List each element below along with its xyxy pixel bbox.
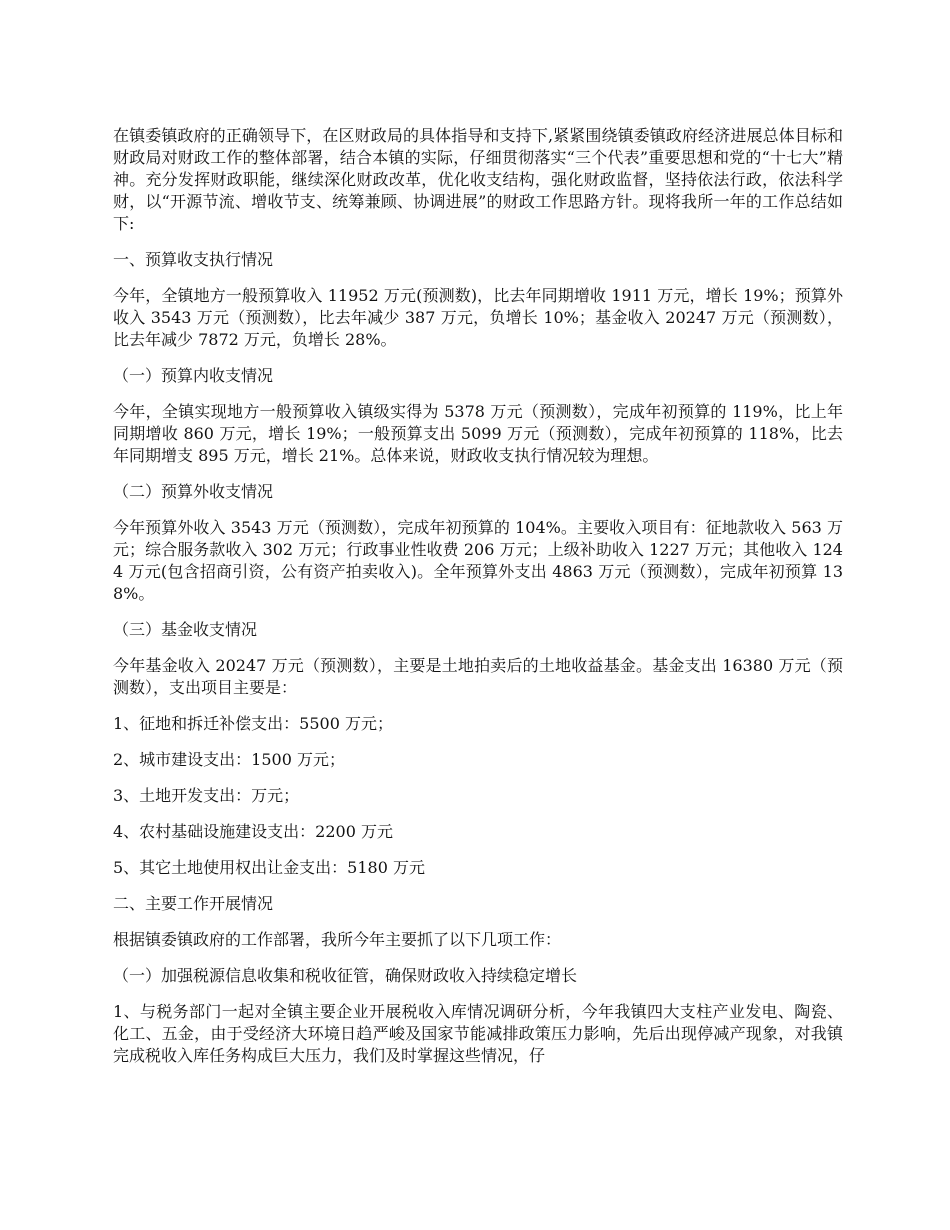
document-body <box>113 125 843 1081</box>
budget-overview-paragraph: 今年，全镇地方一般预算收入 11952 万元(预测数)，比去年同期增收 1911 万元，增长 19%；预算外收入 3543 万元（预测数），比去年减少 387 万元，负增长 10%；基金收入 20247 万元（预测数），比去年减少 7872 万元，负增长 28%。 <box>113 286 843 349</box>
list-item: 3、土地开发支出：万元； <box>113 786 300 805</box>
subsection-heading-off-budget: （二）预算外收支情况 <box>113 482 274 501</box>
list-item: 2、城市建设支出：1500 万元； <box>113 750 345 769</box>
subsection-heading-tax-collection: （一）加强税源信息收集和税收征管，确保财政收入持续稳定增长 <box>113 966 578 985</box>
subsection-heading-fund: （三）基金收支情况 <box>113 620 258 639</box>
fund-paragraph: 今年基金收入 20247 万元（预测数），主要是土地拍卖后的土地收益基金。基金支出 16380 万元（预测数），支出项目主要是： <box>113 656 843 697</box>
intro-paragraph: 在镇委镇政府的正确领导下，在区财政局的具体指导和支持下,紧紧围绕镇委镇政府经济进展总体目标和财政局对财政工作的整体部署，结合本镇的实际，仔细贯彻落实“三个代表”重要思想和党的“十七大”精神。充分发挥财政职能，继续深化财政改革，优化收支结构，强化财政监督，坚持依法行政，依法科学财，以“开源节流、增收节支、统筹兼顾、协调进展”的财政工作思路方针。现将我所一年的工作总结如下: <box>113 126 843 233</box>
list-item: 4、农村基础设施建设支出：2200 万元 <box>113 822 393 841</box>
off-budget-paragraph: 今年预算外收入 3543 万元（预测数），完成年初预算的 104%。主要收入项目有：征地款收入 563 万元；综合服务款收入 302 万元；行政事业性收费 206 万元；上级补助收入 1227 万元；其他收入 1244 万元(包含招商引资，公有资产拍卖收入)。全年预算外支出 4863 万元（预测数），完成年初预算 138%。 <box>113 518 843 603</box>
in-budget-paragraph: 今年，全镇实现地方一般预算收入镇级实得为 5378 万元（预测数），完成年初预算的 119%，比上年同期增收 860 万元，增长 19%；一般预算支出 5099 万元（预测数），完成年初预算的 118%，比去年同期增支 895 万元，增长 21%。总体来说，财政收支执行情况较为理想。 <box>113 402 843 465</box>
list-item: 1、征地和拆迁补偿支出：5500 万元； <box>113 714 393 733</box>
section-heading-main-work: 二、主要工作开展情况 <box>113 894 274 913</box>
tax-collection-paragraph: 1、与税务部门一起对全镇主要企业开展税收入库情况调研分析，今年我镇四大支柱产业发电、陶瓷、化工、五金，由于受经济大环境日趋严峻及国家节能减排政策压力影响，先后出现停减产现象，对我镇完成税收入库任务构成巨大压力，我们及时掌握这些情况，仔 <box>113 1002 843 1065</box>
list-item: 5、其它土地使用权出让金支出：5180 万元 <box>113 858 425 877</box>
subsection-heading-in-budget: （一）预算内收支情况 <box>113 366 274 385</box>
section-heading-budget-execution: 一、预算收支执行情况 <box>113 250 274 269</box>
main-work-intro-paragraph: 根据镇委镇政府的工作部署，我所今年主要抓了以下几项工作： <box>113 930 562 949</box>
